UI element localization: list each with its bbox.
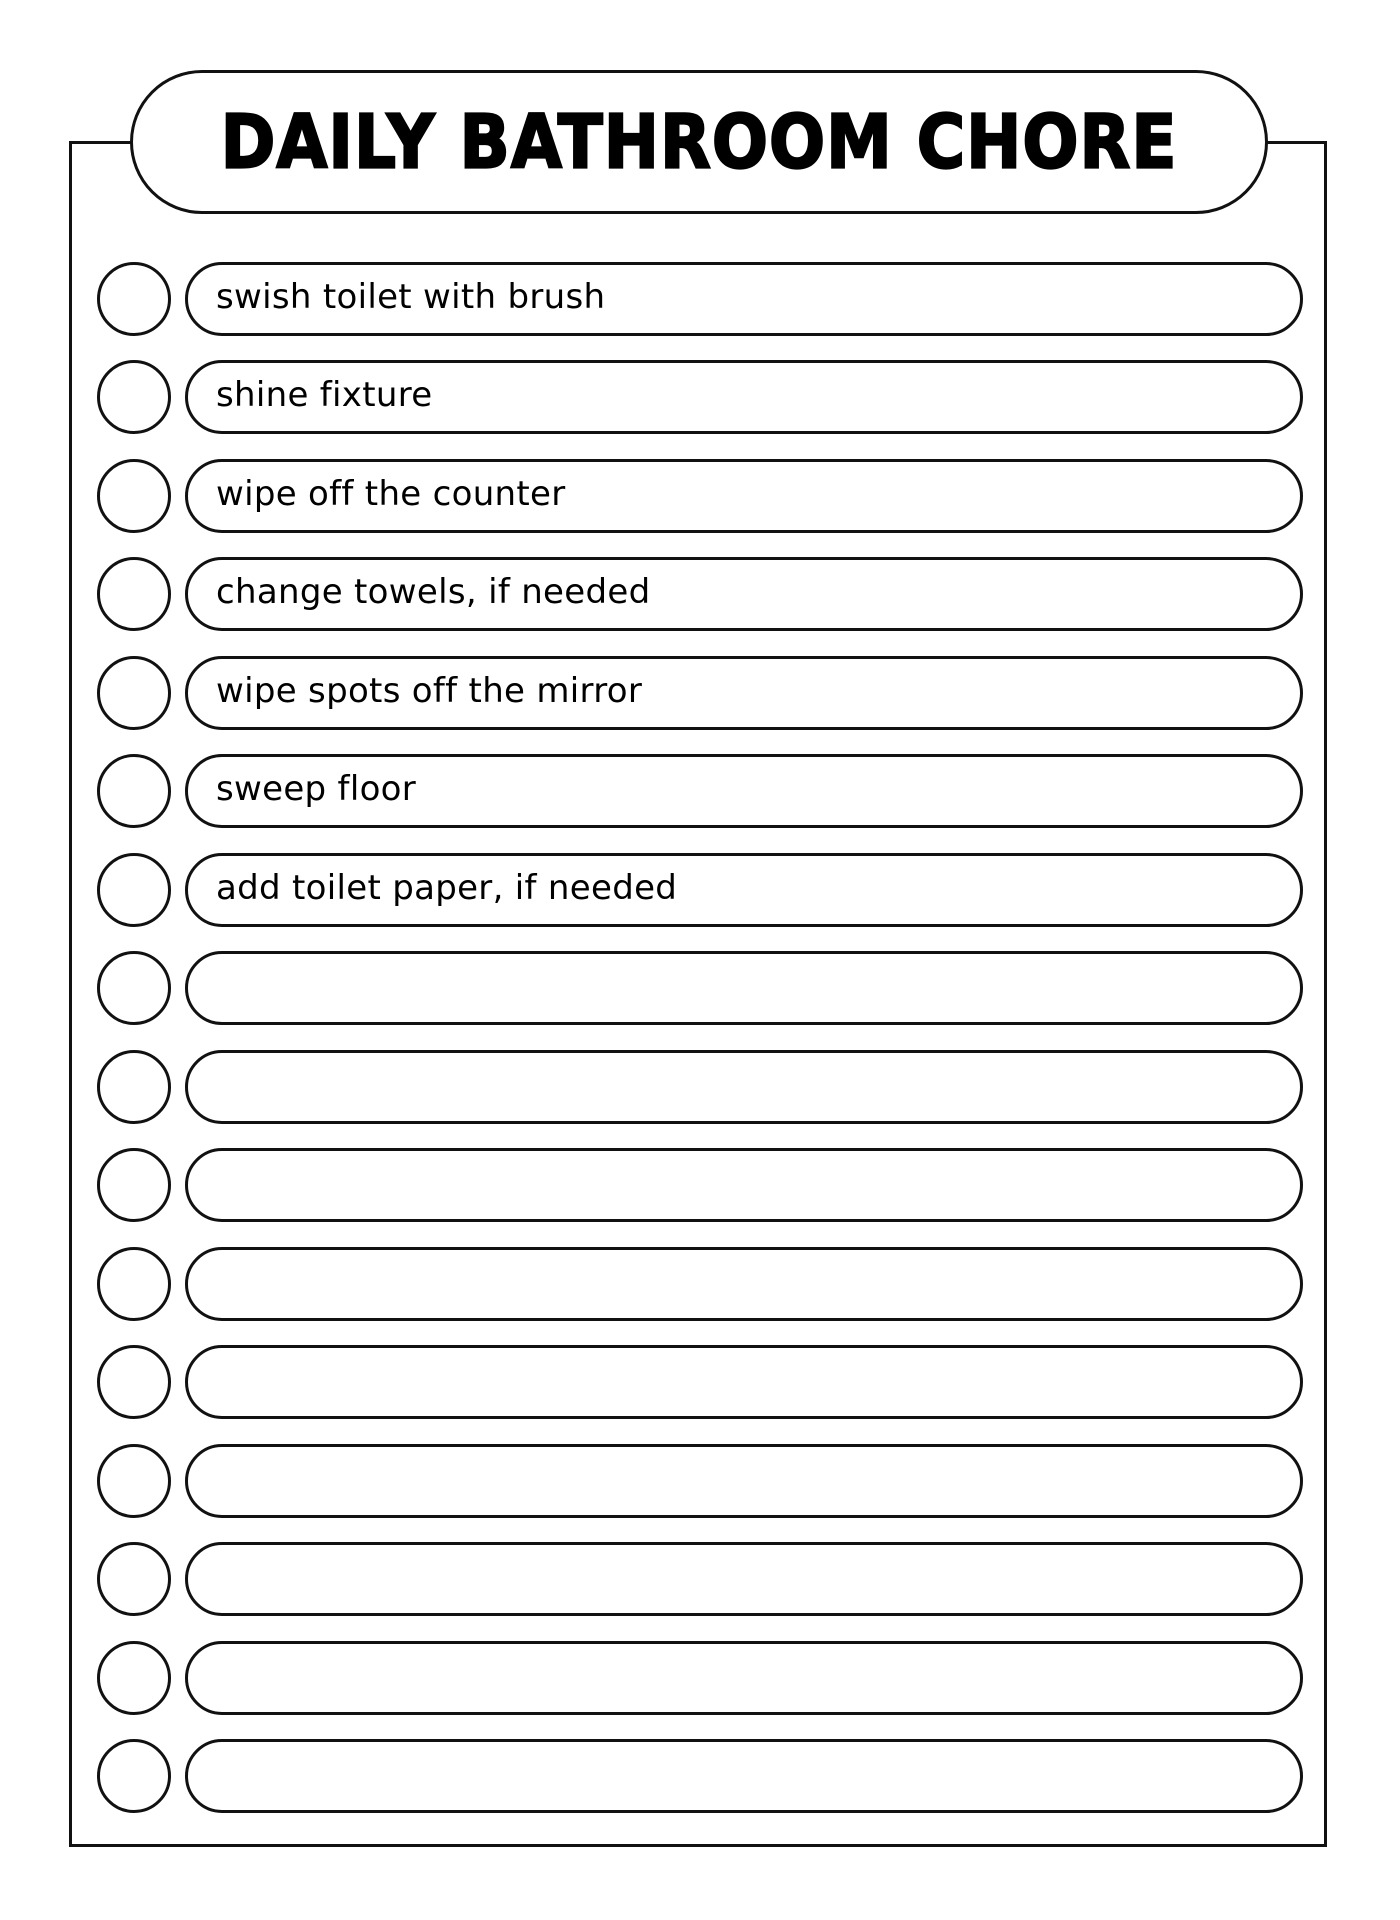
chore-row <box>97 1148 1303 1222</box>
checkbox-circle[interactable] <box>97 360 171 434</box>
task-field[interactable] <box>185 853 1303 927</box>
title-banner <box>130 70 1268 214</box>
checkbox-circle[interactable] <box>97 1050 171 1124</box>
page-title: DAILY BATHROOM CHORE <box>220 98 1178 186</box>
task-field[interactable] <box>185 1641 1303 1715</box>
chore-row <box>97 1050 1303 1124</box>
checkbox-circle[interactable] <box>97 1641 171 1715</box>
task-field[interactable] <box>185 951 1303 1025</box>
checkbox-circle[interactable] <box>97 1739 171 1813</box>
chore-row <box>97 459 1303 533</box>
chore-row <box>97 262 1303 336</box>
task-field[interactable] <box>185 1247 1303 1321</box>
chore-row <box>97 951 1303 1025</box>
checkbox-circle[interactable] <box>97 1444 171 1518</box>
task-label: sweep floor <box>216 769 417 809</box>
checkbox-circle[interactable] <box>97 1247 171 1321</box>
task-field[interactable] <box>185 1444 1303 1518</box>
chore-row <box>97 1641 1303 1715</box>
task-field[interactable] <box>185 459 1303 533</box>
chore-row <box>97 1739 1303 1813</box>
chore-row <box>97 656 1303 730</box>
chore-row <box>97 853 1303 927</box>
task-field[interactable] <box>185 656 1303 730</box>
task-field[interactable] <box>185 1050 1303 1124</box>
task-field[interactable] <box>185 557 1303 631</box>
task-label: change towels, if needed <box>216 572 651 612</box>
task-field[interactable] <box>185 754 1303 828</box>
checkbox-circle[interactable] <box>97 951 171 1025</box>
task-label: wipe off the counter <box>216 474 566 514</box>
chore-row <box>97 754 1303 828</box>
task-field[interactable] <box>185 1739 1303 1813</box>
task-field[interactable] <box>185 1148 1303 1222</box>
chore-row <box>97 1444 1303 1518</box>
task-field[interactable] <box>185 262 1303 336</box>
task-field[interactable] <box>185 1542 1303 1616</box>
checkbox-circle[interactable] <box>97 754 171 828</box>
chore-row <box>97 360 1303 434</box>
task-field[interactable] <box>185 1345 1303 1419</box>
checkbox-circle[interactable] <box>97 853 171 927</box>
task-label: wipe spots off the mirror <box>216 671 643 711</box>
task-field[interactable] <box>185 360 1303 434</box>
checkbox-circle[interactable] <box>97 262 171 336</box>
task-label: shine fixture <box>216 375 433 415</box>
checkbox-circle[interactable] <box>97 1345 171 1419</box>
checkbox-circle[interactable] <box>97 459 171 533</box>
task-label: add toilet paper, if needed <box>216 868 678 908</box>
chore-row <box>97 1542 1303 1616</box>
chore-row <box>97 1345 1303 1419</box>
chore-row <box>97 1247 1303 1321</box>
checkbox-circle[interactable] <box>97 557 171 631</box>
chore-row <box>97 557 1303 631</box>
checkbox-circle[interactable] <box>97 1148 171 1222</box>
checkbox-circle[interactable] <box>97 1542 171 1616</box>
checkbox-circle[interactable] <box>97 656 171 730</box>
task-label: swish toilet with brush <box>216 277 606 317</box>
